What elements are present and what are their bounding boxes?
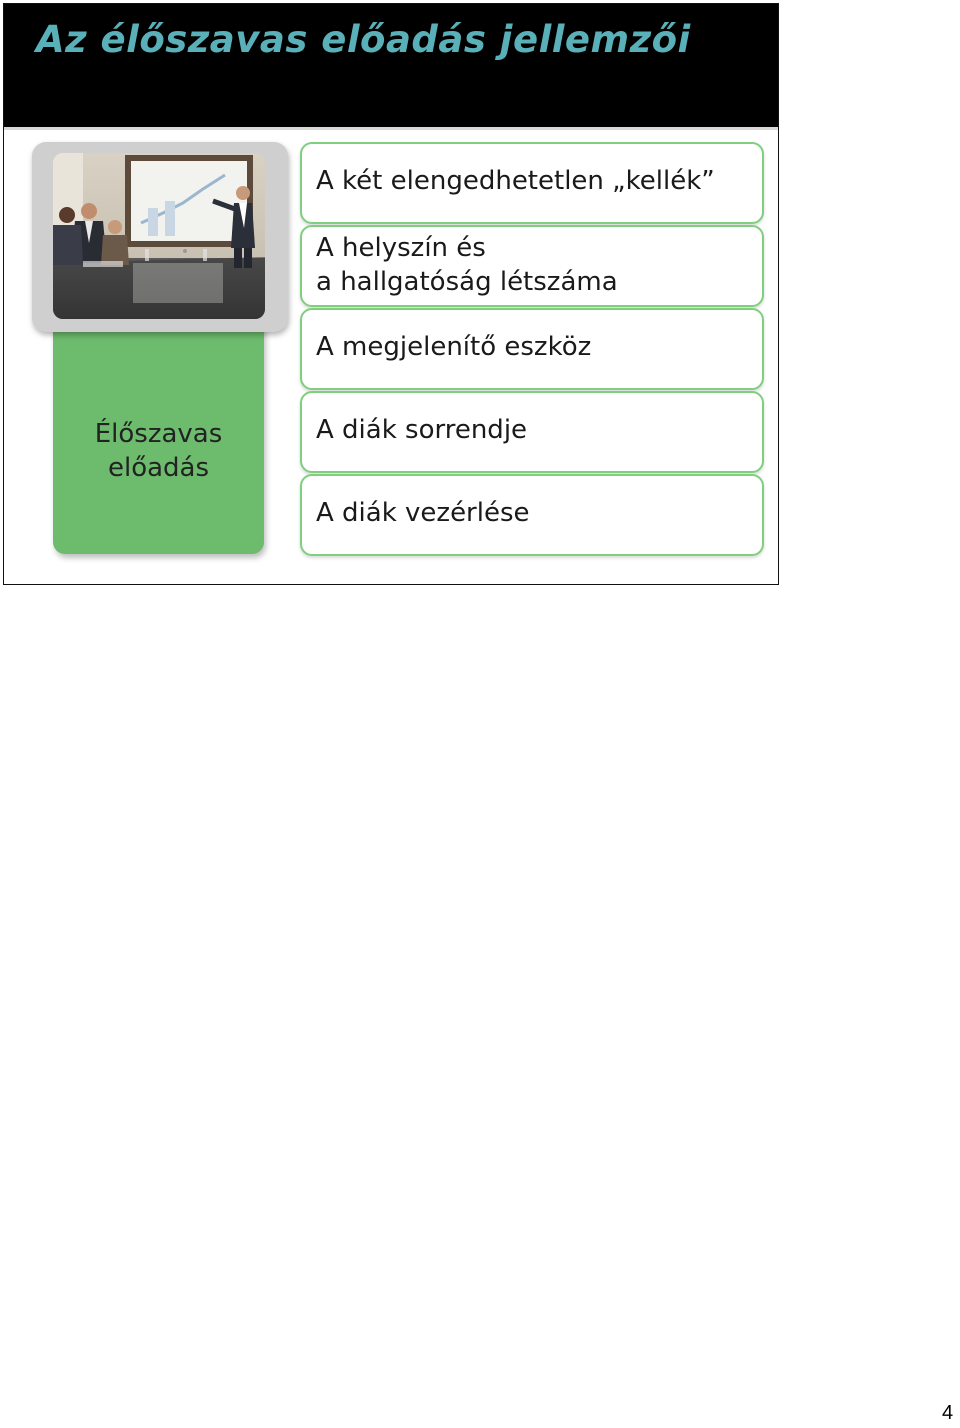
title-bar [4,4,778,127]
list-item-2-text-line2: a hallgatóság létszáma [316,267,618,297]
list-item-2 [300,225,764,307]
list-item-5-text: A diák vezérlése [316,498,530,528]
slide-title: Az élőszavas előadás jellemzői [36,18,691,61]
title-divider [4,127,778,130]
slide [3,3,779,585]
list-item-3-text: A megjelenítő eszköz [316,332,592,362]
page-number: 4 [942,1402,954,1424]
topic-label-line1: Élőszavas [94,419,223,449]
meeting-photo [53,153,265,319]
list-item-5 [300,474,764,556]
list-item-2-text-line1: A helyszín és [316,233,486,263]
list-item-1 [300,142,764,224]
topic-label-line2: előadás [107,453,210,483]
list-item-4-text: A diák sorrendje [316,415,528,445]
topic-label [53,417,264,485]
list-item-4 [300,391,764,473]
list-item-3 [300,308,764,390]
list-item-1-text: A két elengedhetetlen „kellék” [316,166,715,196]
